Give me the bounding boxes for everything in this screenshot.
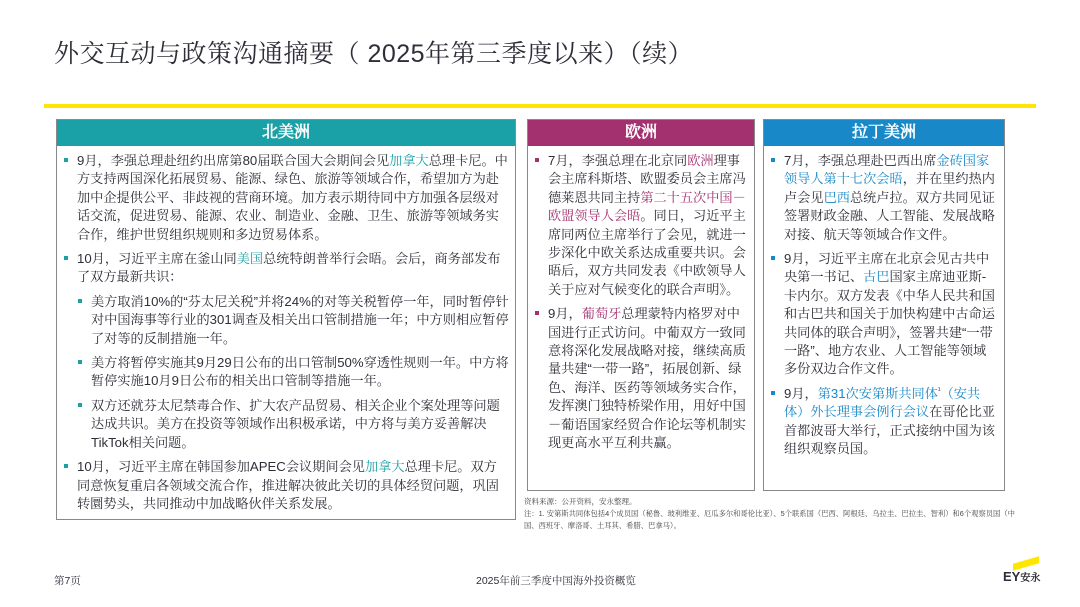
panel-heading-europe: 欧洲 [528, 120, 754, 146]
bullet-text: 9月， [784, 385, 818, 401]
bullet-text: 总理蒙特内格罗对中国进行正式访问。中葡双方一致同意将深化发展战略对接，继续高质量共建“一带一路”，拓展创新、绿色、海洋、医药等领域务实合作，发挥澳门独特桥梁作用，用好中国－葡语国家经贸合作论坛等机制实现更高水平互利共赢。 [548, 306, 746, 451]
bullet-text: 10月，习近平主席在韩国参加APEC会议期间会见 [77, 459, 365, 475]
bullet-square-icon [64, 464, 68, 468]
bullet-square-icon [78, 299, 82, 303]
highlighted-term: 欧洲 [687, 153, 714, 168]
bullet-item [77, 397, 509, 452]
bullet-square-icon [771, 391, 775, 395]
bullet-item [770, 250, 998, 379]
highlighted-term: 古巴 [863, 269, 890, 285]
highlighted-term: 第31次安第斯共同体 [817, 385, 938, 401]
panel-latin-america [763, 119, 1005, 491]
bullet-item [534, 305, 748, 452]
panel-body-latin-america [764, 146, 1004, 459]
bullet-text: 在哥伦比亚首都波哥大举行，正式接纳中国为该组织观察员国。 [784, 404, 995, 457]
panel-north-america [56, 119, 516, 520]
ey-logo [1003, 560, 1039, 590]
bullet-text: 9月， [548, 306, 582, 322]
panel-body-north-america [57, 146, 515, 513]
bullet-text: 理事会主席科斯塔、欧盟委员会主席冯德莱恩共同主持 [548, 153, 746, 205]
highlighted-term: 加拿大 [389, 153, 429, 168]
bullet-square-icon [78, 360, 82, 364]
bullet-item [534, 152, 748, 299]
bullet-text: 双方还就芬太尼禁毒合作、扩大农产品贸易、相关企业个案处理等问题达成共识。美方在投资等领域作出积极承诺，中方将与美方妥善解决TikTok相关问题。 [91, 397, 500, 450]
bullet-text: 7月，李强总理赴巴西出席 [784, 153, 937, 168]
bullet-text: ¹ [937, 385, 941, 395]
bullet-text: 10月，习近平主席在釜山同 [77, 251, 237, 267]
bullet-square-icon [535, 158, 539, 162]
bullet-item [77, 293, 509, 348]
bullet-text: 9月，习近平主席在北京会见古共中央第一书记、 [784, 251, 990, 285]
highlighted-term: 美国 [236, 251, 264, 267]
highlighted-term: 第二十五次中国－欧盟领导人会晤 [548, 189, 746, 224]
bullet-square-icon [64, 256, 68, 260]
bullet-item [63, 250, 509, 287]
bullet-square-icon [771, 256, 775, 260]
source-note: 资料来源：公开资料，安永整理。 [524, 497, 637, 506]
page-number: 第7页 [54, 575, 81, 587]
bullet-item [770, 385, 998, 459]
bullet-square-icon [78, 403, 82, 407]
panel-europe [527, 119, 755, 491]
bullet-text: 。同日，习近平主席同两位主席举行了会见，就进一步深化中欧关系达成重要共识。会晤后，双方共同发表《中欧领导人关于应对气候变化的联合声明》。 [548, 208, 746, 297]
bullet-text: ，并在里约热内卢会见 [784, 171, 995, 205]
bullet-text: 总理卡尼。中方支持两国深化拓展贸易、能源、绿色、旅游等领域合作，希望加方为赴加中企提供公平、非歧视的营商环境。加方表示期待同中方加强各层级对话交流，促进贸易、能源、农业、制造业、金融、卫生、旅游等领域务实合作，维护世贸组织规则和多边贸易体系。 [77, 153, 508, 242]
bullet-square-icon [771, 158, 775, 162]
ey-logo-brand: EY [1003, 569, 1021, 584]
bullet-text: 9月，李强总理赴纽约出席第80届联合国大会期间会见 [77, 153, 390, 168]
panel-heading-north-america: 北美洲 [57, 120, 515, 146]
panel-heading-latin-america: 拉丁美洲 [764, 120, 1004, 146]
bullet-text: 美方取消10%的“芬太尼关税”并将24%的对等关税暂停一年，同时暂停针对中国海事等行业的301调查及相关出口管制措施一年；中方则相应暂停了对等的反制措施一年。 [91, 293, 509, 346]
bullet-text: 总统特朗普举行会晤。会后，商务部发布了双方最新共识： [77, 251, 501, 285]
highlighted-term: 金砖国家领导人第十七次会晤 [784, 153, 990, 187]
bullet-item [63, 458, 509, 513]
bullet-text: 总统卢拉。双方共同见证签署财政金融、人工智能、发展战略对接、航天等领域合作文件。 [784, 189, 995, 242]
bullet-text: 美方将暂停实施其9月29日公布的出口管制50%穿透性规则一年。中方将暂停实施10月9日公布的相关出口管制等措施一年。 [91, 355, 509, 389]
bullet-square-icon [535, 311, 539, 315]
bullet-text: 国家主席迪亚斯-卡内尔。双方发表《中华人民共和国和古巴共和国关于加快构建中古命运共同体的联合声明》，签署共建“一带一路”、地方农业、人工智能等领域多份双边合作文件。 [784, 269, 995, 377]
bullet-square-icon [64, 158, 68, 162]
report-title: 2025年前三季度中国海外投资概览 [476, 575, 636, 587]
title-divider [44, 104, 1036, 108]
highlighted-term: 葡萄牙 [581, 306, 622, 322]
ey-logo-cn: 安永 [1020, 573, 1041, 584]
page-title: 外交互动与政策沟通摘要（ 2025年第三季度以来）（续） [54, 40, 694, 68]
bullet-item [770, 152, 998, 244]
ey-logo-text [1003, 569, 1040, 584]
highlighted-term: 加拿大 [364, 459, 405, 475]
footnote: 注：1. 安第斯共同体包括4个成员国（秘鲁、玻利维亚、厄瓜多尔和哥伦比亚）、5个联系国（巴西、阿根廷、乌拉圭、巴拉圭、智利）和6个观察员国（中国、西班牙、摩洛哥、土耳其、希腊、巴拿马）。 [524, 509, 1015, 530]
highlighted-term: （安共体）外长理事会例行会议 [784, 385, 981, 420]
bullet-text: 7月，李强总理在北京同 [548, 153, 688, 168]
panel-body-europe [528, 146, 754, 453]
bullet-item [63, 152, 509, 244]
highlighted-term: 巴西 [823, 189, 850, 205]
bullet-text: 总理卡尼。双方同意恢复重启各领域交流合作，推进解决彼此关切的具体经贸问题，巩固转圜势头，共同推动中加战略伙伴关系发展。 [77, 459, 499, 511]
bullet-item [77, 354, 509, 391]
